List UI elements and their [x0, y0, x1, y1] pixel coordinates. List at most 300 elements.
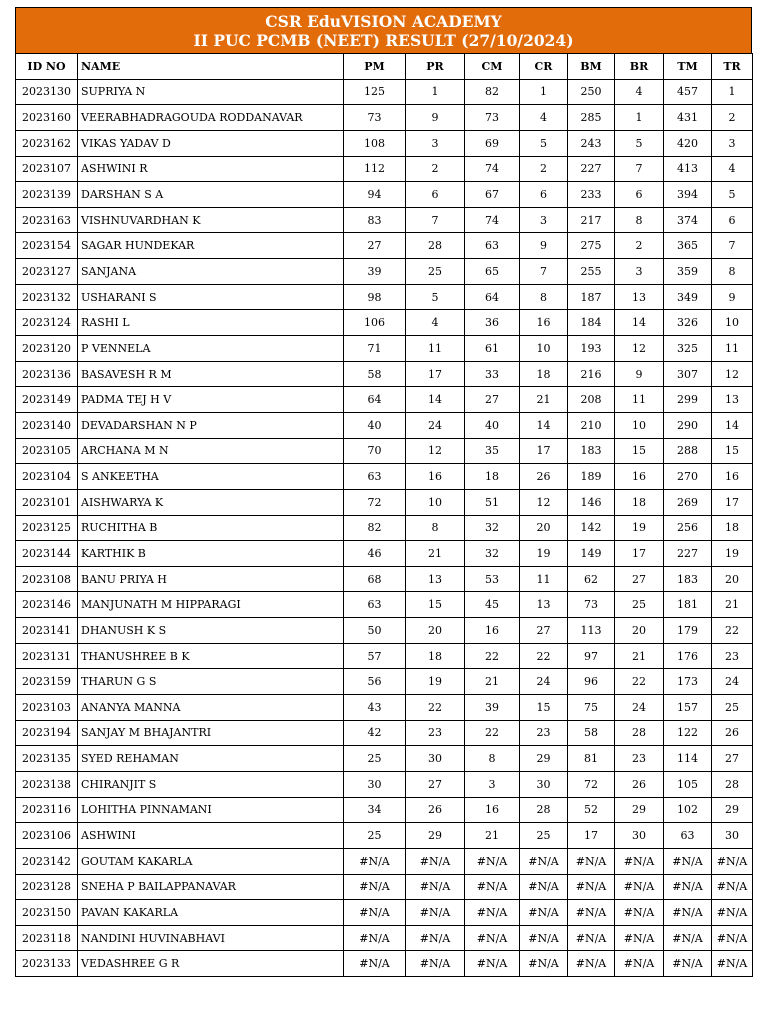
- cell-bm: 208: [568, 387, 615, 413]
- cell-bm: 227: [568, 156, 615, 182]
- cell-pr: 17: [406, 361, 465, 387]
- cell-pm: 42: [344, 720, 406, 746]
- cell-cr: #N/A: [520, 848, 568, 874]
- cell-pm: #N/A: [344, 874, 406, 900]
- cell-name: ASHWINI R: [78, 156, 344, 182]
- cell-tr: 2: [712, 105, 753, 131]
- cell-pr: 30: [406, 746, 465, 772]
- cell-br: #N/A: [615, 848, 664, 874]
- cell-name: RASHI L: [78, 310, 344, 336]
- cell-name: NANDINI HUVINABHAVI: [78, 925, 344, 951]
- cell-tr: 25: [712, 695, 753, 721]
- cell-cr: 17: [520, 438, 568, 464]
- cell-tr: #N/A: [712, 900, 753, 926]
- cell-br: 11: [615, 387, 664, 413]
- cell-tr: 17: [712, 489, 753, 515]
- cell-id-no: 2023107: [16, 156, 78, 182]
- table-row: [16, 746, 753, 772]
- cell-cr: 8: [520, 284, 568, 310]
- cell-tr: 30: [712, 823, 753, 849]
- cell-cm: #N/A: [465, 900, 520, 926]
- cell-tm: 173: [664, 669, 712, 695]
- cell-cr: 12: [520, 489, 568, 515]
- cell-pm: 82: [344, 515, 406, 541]
- cell-br: 4: [615, 79, 664, 105]
- cell-name: ARCHANA M N: [78, 438, 344, 464]
- cell-tm: 63: [664, 823, 712, 849]
- cell-br: 14: [615, 310, 664, 336]
- cell-pr: 8: [406, 515, 465, 541]
- cell-br: 22: [615, 669, 664, 695]
- table-row: [16, 566, 753, 592]
- cell-bm: 142: [568, 515, 615, 541]
- column-header-id-no: ID NO: [16, 54, 78, 80]
- table-row: [16, 823, 753, 849]
- cell-id-no: 2023106: [16, 823, 78, 849]
- cell-bm: 285: [568, 105, 615, 131]
- column-header-pm: PM: [344, 54, 406, 80]
- cell-tr: 19: [712, 541, 753, 567]
- cell-br: 27: [615, 566, 664, 592]
- cell-cm: 32: [465, 515, 520, 541]
- cell-bm: 81: [568, 746, 615, 772]
- cell-name: BANU PRIYA H: [78, 566, 344, 592]
- cell-tm: 431: [664, 105, 712, 131]
- cell-tr: 1: [712, 79, 753, 105]
- cell-pr: 18: [406, 643, 465, 669]
- cell-pr: 28: [406, 233, 465, 259]
- cell-tr: 11: [712, 336, 753, 362]
- cell-cm: 27: [465, 387, 520, 413]
- cell-br: 13: [615, 284, 664, 310]
- cell-name: MANJUNATH M HIPPARAGI: [78, 592, 344, 618]
- table-row: [16, 797, 753, 823]
- cell-pm: 64: [344, 387, 406, 413]
- cell-tm: #N/A: [664, 951, 712, 977]
- cell-name: SNEHA P BAILAPPANAVAR: [78, 874, 344, 900]
- cell-bm: 113: [568, 618, 615, 644]
- cell-tr: 26: [712, 720, 753, 746]
- cell-tr: 28: [712, 771, 753, 797]
- cell-pr: 21: [406, 541, 465, 567]
- cell-tm: 349: [664, 284, 712, 310]
- cell-pm: #N/A: [344, 848, 406, 874]
- cell-cr: 20: [520, 515, 568, 541]
- cell-id-no: 2023108: [16, 566, 78, 592]
- table-row: [16, 259, 753, 285]
- cell-name: PADMA TEJ H V: [78, 387, 344, 413]
- cell-name: SUPRIYA N: [78, 79, 344, 105]
- cell-br: 8: [615, 207, 664, 233]
- cell-id-no: 2023140: [16, 412, 78, 438]
- cell-cr: 14: [520, 412, 568, 438]
- cell-pr: 15: [406, 592, 465, 618]
- cell-br: 30: [615, 823, 664, 849]
- cell-br: 23: [615, 746, 664, 772]
- cell-cr: 24: [520, 669, 568, 695]
- cell-tr: 16: [712, 464, 753, 490]
- cell-id-no: 2023128: [16, 874, 78, 900]
- cell-id-no: 2023163: [16, 207, 78, 233]
- cell-bm: 250: [568, 79, 615, 105]
- column-header-br: BR: [615, 54, 664, 80]
- cell-name: DARSHAN S A: [78, 182, 344, 208]
- cell-pm: 71: [344, 336, 406, 362]
- cell-id-no: 2023127: [16, 259, 78, 285]
- cell-br: 16: [615, 464, 664, 490]
- cell-bm: 187: [568, 284, 615, 310]
- cell-name: BASAVESH R M: [78, 361, 344, 387]
- cell-id-no: 2023146: [16, 592, 78, 618]
- cell-pr: #N/A: [406, 925, 465, 951]
- column-header-bm: BM: [568, 54, 615, 80]
- cell-tm: 413: [664, 156, 712, 182]
- cell-id-no: 2023132: [16, 284, 78, 310]
- cell-pr: 27: [406, 771, 465, 797]
- column-header-name: NAME: [78, 54, 344, 80]
- cell-name: VEDASHREE G R: [78, 951, 344, 977]
- cell-tr: 22: [712, 618, 753, 644]
- cell-tm: 359: [664, 259, 712, 285]
- cell-tm: #N/A: [664, 925, 712, 951]
- cell-br: #N/A: [615, 951, 664, 977]
- cell-bm: #N/A: [568, 951, 615, 977]
- cell-cm: 82: [465, 79, 520, 105]
- cell-pr: #N/A: [406, 900, 465, 926]
- cell-cr: 21: [520, 387, 568, 413]
- cell-tr: 3: [712, 130, 753, 156]
- cell-tm: 227: [664, 541, 712, 567]
- cell-tm: 374: [664, 207, 712, 233]
- cell-pr: 12: [406, 438, 465, 464]
- cell-pm: 56: [344, 669, 406, 695]
- table-row: [16, 361, 753, 387]
- cell-tm: 365: [664, 233, 712, 259]
- cell-pm: 40: [344, 412, 406, 438]
- academy-title: CSR EduVISION ACADEMY: [265, 11, 502, 31]
- cell-br: #N/A: [615, 900, 664, 926]
- cell-tm: 394: [664, 182, 712, 208]
- cell-cm: 35: [465, 438, 520, 464]
- cell-cr: 18: [520, 361, 568, 387]
- cell-pm: 68: [344, 566, 406, 592]
- table-row: [16, 412, 753, 438]
- cell-tr: #N/A: [712, 874, 753, 900]
- cell-cm: 73: [465, 105, 520, 131]
- table-row: [16, 464, 753, 490]
- cell-br: 5: [615, 130, 664, 156]
- cell-id-no: 2023194: [16, 720, 78, 746]
- cell-id-no: 2023131: [16, 643, 78, 669]
- cell-tr: #N/A: [712, 925, 753, 951]
- cell-tr: 7: [712, 233, 753, 259]
- cell-pm: 70: [344, 438, 406, 464]
- cell-cr: 23: [520, 720, 568, 746]
- cell-br: 18: [615, 489, 664, 515]
- cell-pr: 2: [406, 156, 465, 182]
- cell-name: SANJAY M BHAJANTRI: [78, 720, 344, 746]
- cell-cm: #N/A: [465, 874, 520, 900]
- cell-pr: 10: [406, 489, 465, 515]
- cell-tr: 27: [712, 746, 753, 772]
- cell-tr: #N/A: [712, 848, 753, 874]
- cell-pr: 26: [406, 797, 465, 823]
- cell-br: 12: [615, 336, 664, 362]
- table-row: [16, 207, 753, 233]
- cell-pm: 30: [344, 771, 406, 797]
- cell-cr: 22: [520, 643, 568, 669]
- cell-br: #N/A: [615, 925, 664, 951]
- cell-cr: 3: [520, 207, 568, 233]
- table-row: [16, 874, 753, 900]
- cell-cm: #N/A: [465, 848, 520, 874]
- cell-pr: 6: [406, 182, 465, 208]
- cell-br: 1: [615, 105, 664, 131]
- table-row: [16, 284, 753, 310]
- cell-pm: 98: [344, 284, 406, 310]
- cell-tm: 457: [664, 79, 712, 105]
- cell-cr: 7: [520, 259, 568, 285]
- cell-bm: 210: [568, 412, 615, 438]
- cell-bm: 146: [568, 489, 615, 515]
- cell-pm: 25: [344, 746, 406, 772]
- cell-tm: 256: [664, 515, 712, 541]
- cell-tm: 326: [664, 310, 712, 336]
- cell-cr: 4: [520, 105, 568, 131]
- cell-cm: 40: [465, 412, 520, 438]
- cell-id-no: 2023118: [16, 925, 78, 951]
- cell-id-no: 2023162: [16, 130, 78, 156]
- cell-pr: 11: [406, 336, 465, 362]
- cell-br: 21: [615, 643, 664, 669]
- result-sheet: [15, 7, 752, 977]
- cell-name: KARTHIK B: [78, 541, 344, 567]
- cell-tm: 325: [664, 336, 712, 362]
- cell-pr: 29: [406, 823, 465, 849]
- cell-name: DEVADARSHAN N P: [78, 412, 344, 438]
- cell-cr: 30: [520, 771, 568, 797]
- cell-cr: 10: [520, 336, 568, 362]
- cell-name: THANUSHREE B K: [78, 643, 344, 669]
- cell-cr: 26: [520, 464, 568, 490]
- table-row: [16, 925, 753, 951]
- cell-pm: 27: [344, 233, 406, 259]
- table-row: [16, 848, 753, 874]
- cell-pm: 46: [344, 541, 406, 567]
- cell-id-no: 2023125: [16, 515, 78, 541]
- cell-pm: 106: [344, 310, 406, 336]
- table-row: [16, 541, 753, 567]
- cell-pr: #N/A: [406, 951, 465, 977]
- cell-tm: 176: [664, 643, 712, 669]
- cell-pr: 4: [406, 310, 465, 336]
- cell-cm: 69: [465, 130, 520, 156]
- cell-id-no: 2023120: [16, 336, 78, 362]
- cell-pr: 1: [406, 79, 465, 105]
- table-row: [16, 233, 753, 259]
- cell-cm: 74: [465, 207, 520, 233]
- cell-id-no: 2023124: [16, 310, 78, 336]
- cell-bm: 233: [568, 182, 615, 208]
- cell-name: VISHNUVARDHAN K: [78, 207, 344, 233]
- cell-name: RUCHITHA B: [78, 515, 344, 541]
- table-row: [16, 643, 753, 669]
- cell-tr: 24: [712, 669, 753, 695]
- cell-bm: 97: [568, 643, 615, 669]
- cell-id-no: 2023138: [16, 771, 78, 797]
- table-row: [16, 669, 753, 695]
- cell-pm: 125: [344, 79, 406, 105]
- cell-bm: #N/A: [568, 900, 615, 926]
- cell-tr: 13: [712, 387, 753, 413]
- cell-tm: 179: [664, 618, 712, 644]
- cell-name: VEERABHADRAGOUDA RODDANAVAR: [78, 105, 344, 131]
- cell-br: 9: [615, 361, 664, 387]
- cell-cr: 29: [520, 746, 568, 772]
- cell-tm: #N/A: [664, 874, 712, 900]
- cell-tm: 183: [664, 566, 712, 592]
- cell-tr: 23: [712, 643, 753, 669]
- cell-bm: 217: [568, 207, 615, 233]
- cell-id-no: 2023135: [16, 746, 78, 772]
- cell-cr: 15: [520, 695, 568, 721]
- cell-tm: 102: [664, 797, 712, 823]
- table-row: [16, 387, 753, 413]
- cell-name: S ANKEETHA: [78, 464, 344, 490]
- cell-cr: 28: [520, 797, 568, 823]
- cell-id-no: 2023130: [16, 79, 78, 105]
- cell-br: 7: [615, 156, 664, 182]
- cell-tr: 4: [712, 156, 753, 182]
- cell-pm: 58: [344, 361, 406, 387]
- cell-tm: 288: [664, 438, 712, 464]
- cell-pm: 43: [344, 695, 406, 721]
- cell-cr: 9: [520, 233, 568, 259]
- cell-bm: #N/A: [568, 925, 615, 951]
- cell-cm: 45: [465, 592, 520, 618]
- cell-br: 20: [615, 618, 664, 644]
- cell-cr: 1: [520, 79, 568, 105]
- cell-cm: 64: [465, 284, 520, 310]
- header-row: [16, 54, 753, 80]
- cell-pm: #N/A: [344, 951, 406, 977]
- column-header-tr: TR: [712, 54, 753, 80]
- cell-tr: 18: [712, 515, 753, 541]
- cell-id-no: 2023103: [16, 695, 78, 721]
- cell-name: THARUN G S: [78, 669, 344, 695]
- cell-pm: 83: [344, 207, 406, 233]
- cell-cm: #N/A: [465, 951, 520, 977]
- cell-cr: #N/A: [520, 874, 568, 900]
- table-row: [16, 438, 753, 464]
- cell-cr: #N/A: [520, 925, 568, 951]
- cell-pr: 24: [406, 412, 465, 438]
- cell-cr: #N/A: [520, 951, 568, 977]
- table-row: [16, 336, 753, 362]
- cell-cm: 63: [465, 233, 520, 259]
- cell-id-no: 2023133: [16, 951, 78, 977]
- cell-br: 28: [615, 720, 664, 746]
- cell-tr: 21: [712, 592, 753, 618]
- cell-tm: 270: [664, 464, 712, 490]
- cell-cm: 18: [465, 464, 520, 490]
- cell-cr: 5: [520, 130, 568, 156]
- cell-tr: #N/A: [712, 951, 753, 977]
- cell-tm: #N/A: [664, 900, 712, 926]
- cell-bm: 275: [568, 233, 615, 259]
- column-header-cm: CM: [465, 54, 520, 80]
- cell-name: GOUTAM KAKARLA: [78, 848, 344, 874]
- cell-tr: 15: [712, 438, 753, 464]
- cell-pm: 112: [344, 156, 406, 182]
- cell-cr: 6: [520, 182, 568, 208]
- cell-pm: 63: [344, 464, 406, 490]
- cell-bm: 193: [568, 336, 615, 362]
- cell-tr: 20: [712, 566, 753, 592]
- cell-bm: 58: [568, 720, 615, 746]
- cell-cr: 27: [520, 618, 568, 644]
- cell-tm: #N/A: [664, 848, 712, 874]
- cell-cr: 16: [520, 310, 568, 336]
- table-row: [16, 79, 753, 105]
- cell-name: SANJANA: [78, 259, 344, 285]
- cell-id-no: 2023105: [16, 438, 78, 464]
- cell-bm: #N/A: [568, 874, 615, 900]
- cell-br: 19: [615, 515, 664, 541]
- cell-br: 2: [615, 233, 664, 259]
- table-row: [16, 489, 753, 515]
- cell-cm: 67: [465, 182, 520, 208]
- cell-br: 3: [615, 259, 664, 285]
- result-subtitle: II PUC PCMB (NEET) RESULT (27/10/2024): [193, 30, 574, 50]
- table-row: [16, 951, 753, 977]
- column-header-cr: CR: [520, 54, 568, 80]
- cell-pr: #N/A: [406, 874, 465, 900]
- cell-bm: 73: [568, 592, 615, 618]
- cell-pm: 108: [344, 130, 406, 156]
- cell-pm: #N/A: [344, 925, 406, 951]
- cell-tm: 269: [664, 489, 712, 515]
- cell-id-no: 2023141: [16, 618, 78, 644]
- cell-br: 15: [615, 438, 664, 464]
- cell-pm: 25: [344, 823, 406, 849]
- cell-cm: #N/A: [465, 925, 520, 951]
- cell-tm: 114: [664, 746, 712, 772]
- cell-cm: 22: [465, 643, 520, 669]
- cell-name: ANANYA MANNA: [78, 695, 344, 721]
- header-banner: [15, 7, 752, 53]
- cell-tr: 9: [712, 284, 753, 310]
- cell-tm: 157: [664, 695, 712, 721]
- cell-pr: 16: [406, 464, 465, 490]
- table-row: [16, 695, 753, 721]
- cell-pr: 20: [406, 618, 465, 644]
- cell-pr: 19: [406, 669, 465, 695]
- cell-tr: 10: [712, 310, 753, 336]
- table-row: [16, 900, 753, 926]
- cell-cm: 3: [465, 771, 520, 797]
- cell-pr: 13: [406, 566, 465, 592]
- cell-cm: 61: [465, 336, 520, 362]
- cell-name: DHANUSH K S: [78, 618, 344, 644]
- cell-bm: 216: [568, 361, 615, 387]
- cell-bm: 62: [568, 566, 615, 592]
- cell-tr: 8: [712, 259, 753, 285]
- cell-pm: 57: [344, 643, 406, 669]
- cell-pm: 63: [344, 592, 406, 618]
- cell-cr: 19: [520, 541, 568, 567]
- cell-name: SAGAR HUNDEKAR: [78, 233, 344, 259]
